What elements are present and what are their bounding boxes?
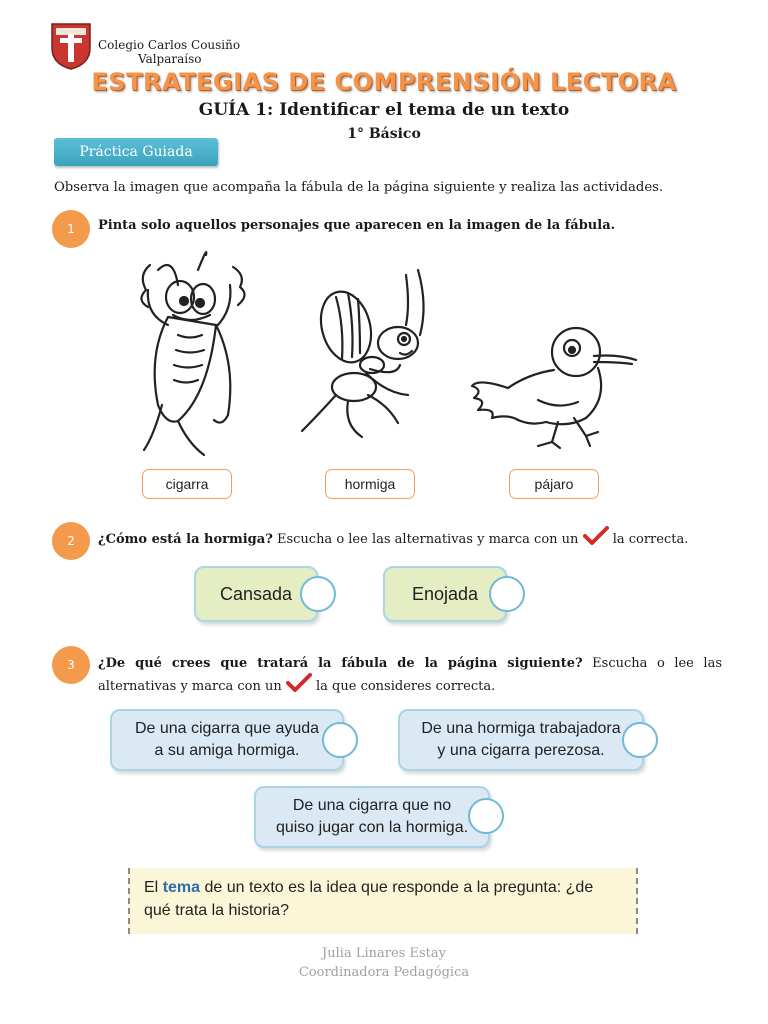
grade-label: 1° Básico — [347, 126, 421, 142]
answer-checkbox-circle[interactable] — [622, 722, 658, 758]
answer-option-label: Enojada — [411, 584, 479, 604]
question-2-prompt — [98, 526, 722, 549]
ant-illustration — [288, 265, 448, 445]
school-crest-icon — [50, 22, 92, 70]
question-3-prompt — [98, 654, 722, 696]
school-name: Colegio Carlos Cousiño — [98, 38, 241, 52]
note-pre: El — [144, 879, 159, 896]
answer-option-text — [421, 718, 620, 762]
signature-name: Julia Linares Estay — [322, 946, 446, 961]
signature-block — [0, 944, 768, 982]
section-tab: Práctica Guiada — [54, 138, 218, 166]
answer-option-line: a su amiga hormiga. — [154, 742, 300, 759]
guide-prefix: GUÍA 1: — [198, 100, 274, 120]
character-label-hormiga: hormiga — [325, 469, 415, 499]
checkmark-icon — [286, 673, 312, 693]
guide-title — [0, 100, 768, 120]
checkmark-icon — [583, 526, 609, 546]
answer-option-cigarra-ayuda[interactable] — [110, 709, 344, 771]
character-label-pajaro: pájaro — [509, 469, 599, 499]
signature-role: Coordinadora Pedagógica — [298, 965, 470, 980]
question-number-2: 2 — [52, 522, 90, 560]
intro-text: Observa la imagen que acompaña la fábula de la página siguiente y realiza las actividades. — [54, 180, 664, 195]
answer-option-line: quiso jugar con la hormiga. — [275, 819, 469, 836]
answer-checkbox-circle[interactable] — [322, 722, 358, 758]
definition-note — [128, 868, 638, 934]
answer-checkbox-circle[interactable] — [489, 576, 525, 612]
note-keyword: tema — [162, 879, 201, 896]
answer-checkbox-circle[interactable] — [468, 798, 504, 834]
question-2-prompt-end: la correcta. — [612, 532, 689, 547]
answer-option-line: De una cigarra que no — [292, 797, 452, 814]
question-2-prompt-instructions: Escucha o lee las alternativas y marca con un — [276, 532, 579, 547]
bird-illustration — [468, 318, 640, 458]
question-2-prompt-bold: ¿Cómo está la hormiga? — [98, 532, 273, 547]
question-3-prompt-instructions: Escucha o lee las alternativas y marca con un — [98, 656, 722, 694]
guide-name: Identificar el tema de un texto — [279, 100, 570, 120]
page-title: ESTRATEGIAS DE COMPRENSIÓN LECTORA — [91, 68, 677, 96]
character-label-cigarra: cigarra — [142, 469, 232, 499]
question-number-1: 1 — [52, 210, 90, 248]
cicada-illustration — [118, 245, 268, 465]
note-post: de un texto es la idea que responde a la pregunta: ¿de qué trata la historia? — [144, 879, 594, 919]
answer-checkbox-circle[interactable] — [300, 576, 336, 612]
question-3-prompt-bold: ¿De qué crees que tratará la fábula de la página siguiente? — [98, 656, 583, 671]
answer-option-line: De una cigarra que ayuda — [134, 720, 320, 737]
answer-option-hormiga-trabajadora[interactable] — [398, 709, 644, 771]
answer-option-text — [135, 718, 319, 762]
answer-option-line: y una cigarra perezosa. — [437, 742, 605, 759]
question-number-3: 3 — [52, 646, 90, 684]
answer-option-line: De una hormiga trabajadora — [421, 720, 621, 737]
answer-option-label: Cansada — [219, 584, 293, 604]
answer-option-cigarra-no-jugar[interactable] — [254, 786, 490, 848]
question-3-prompt-end: la que consideres correcta. — [316, 679, 496, 694]
answer-option-text — [276, 795, 468, 839]
school-name-block — [98, 38, 278, 66]
school-city: Valparaíso — [138, 52, 202, 66]
question-1-prompt-text: Pinta solo aquellos personajes que aparecen en la imagen de la fábula. — [98, 218, 616, 233]
question-1-prompt — [98, 216, 718, 235]
